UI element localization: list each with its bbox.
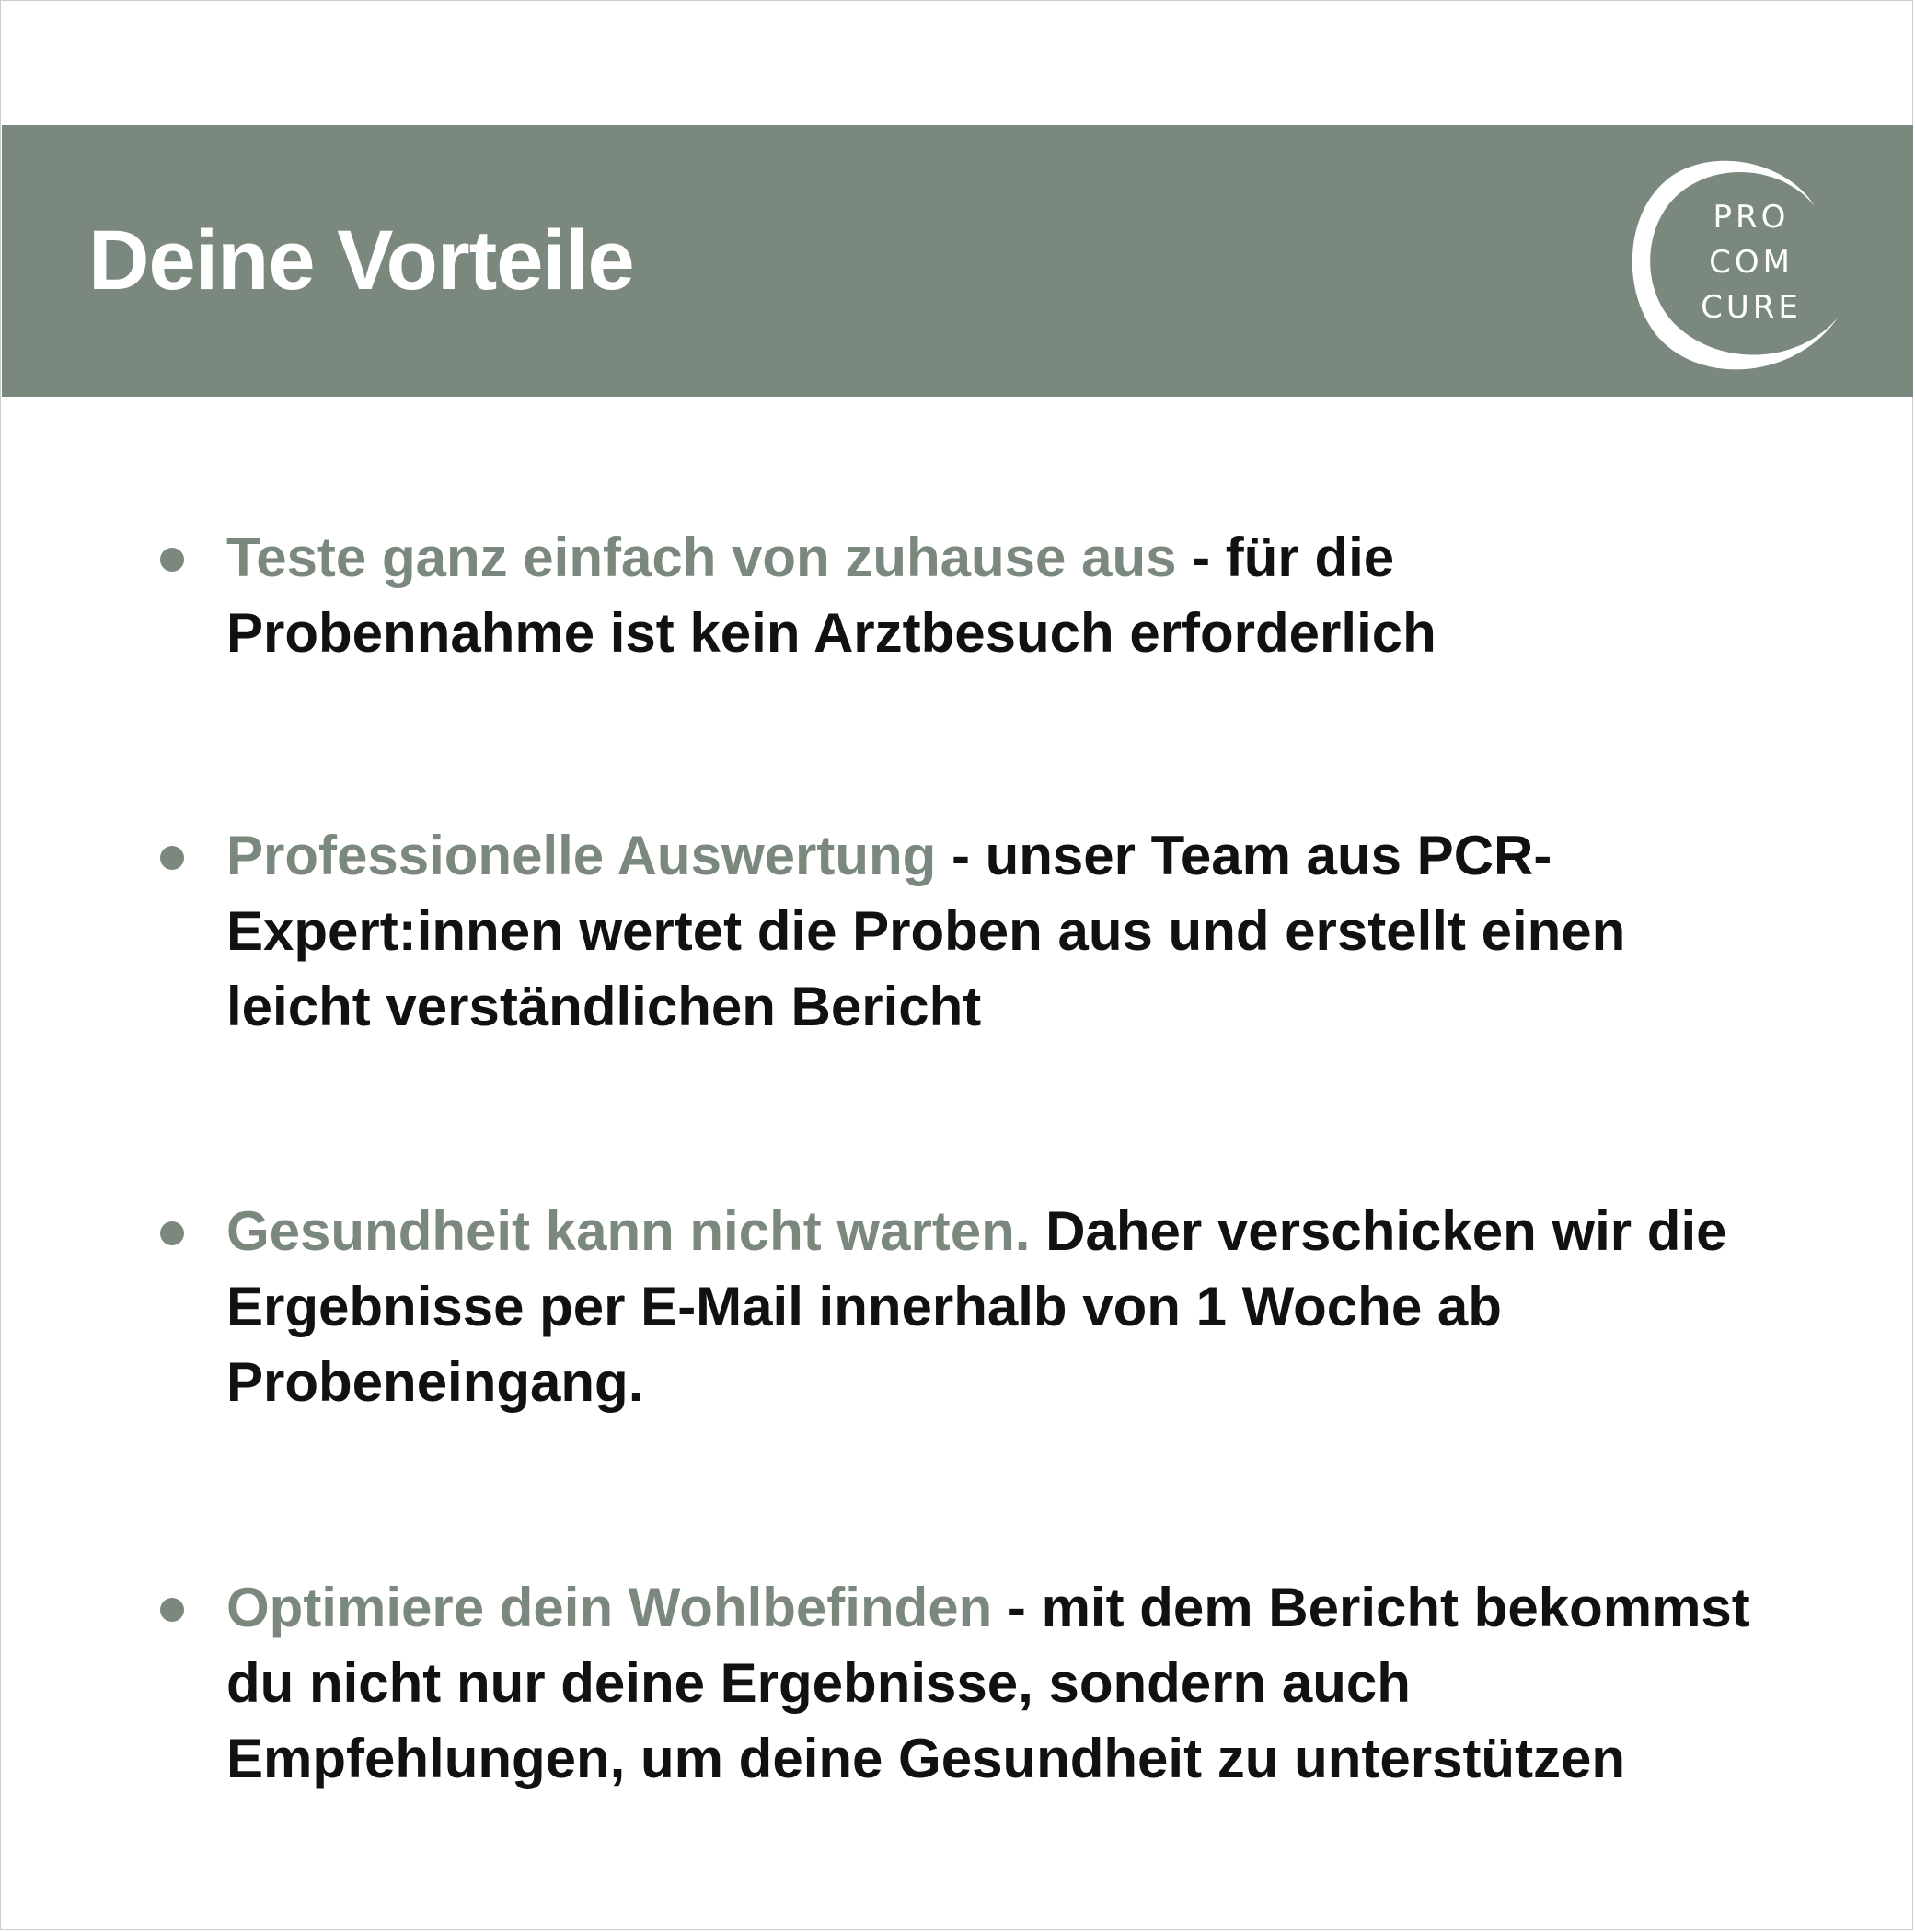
benefit-text: - mit dem Bericht bekommst du nicht nur deine Ergebnisse, sondern auch Empfehlungen, um deine Gesundheit zu unterstützen bbox=[226, 1577, 1750, 1789]
procomcure-logo bbox=[1610, 151, 1850, 381]
benefit-text: Daher verschicken wir die Ergebnisse per E-Mail innerhalb von 1 Woche ab Probeneingang. bbox=[226, 1200, 1727, 1413]
benefit-item bbox=[226, 1194, 1754, 1420]
bullet-icon bbox=[160, 846, 184, 870]
logo-text-cure: CURE bbox=[1701, 289, 1802, 326]
benefit-lead: Teste ganz einfach von zuhause aus bbox=[226, 526, 1177, 588]
benefit-item bbox=[226, 818, 1754, 1045]
header-banner bbox=[2, 125, 1913, 397]
benefit-item bbox=[226, 1570, 1754, 1797]
benefit-text: - unser Team aus PCR-Expert:innen wertet die Proben aus und erstellt einen leicht verständlichen Bericht bbox=[226, 825, 1626, 1037]
bullet-icon bbox=[160, 548, 184, 572]
benefit-lead: Professionelle Auswertung bbox=[226, 825, 937, 886]
bullet-icon bbox=[160, 1221, 184, 1245]
logo-wordmark bbox=[1701, 195, 1802, 330]
benefit-item bbox=[226, 520, 1754, 671]
page-title: Deine Vorteile bbox=[88, 214, 634, 307]
benefit-lead: Gesundheit kann nicht warten. bbox=[226, 1200, 1031, 1262]
benefit-text: - für die Probennahme ist kein Arztbesuch erforderlich bbox=[226, 526, 1436, 664]
logo-text-pro: PRO bbox=[1713, 199, 1790, 236]
benefit-lead: Optimiere dein Wohlbefinden bbox=[226, 1577, 993, 1638]
bullet-icon bbox=[160, 1598, 184, 1622]
logo-text-com: COM bbox=[1709, 244, 1794, 281]
